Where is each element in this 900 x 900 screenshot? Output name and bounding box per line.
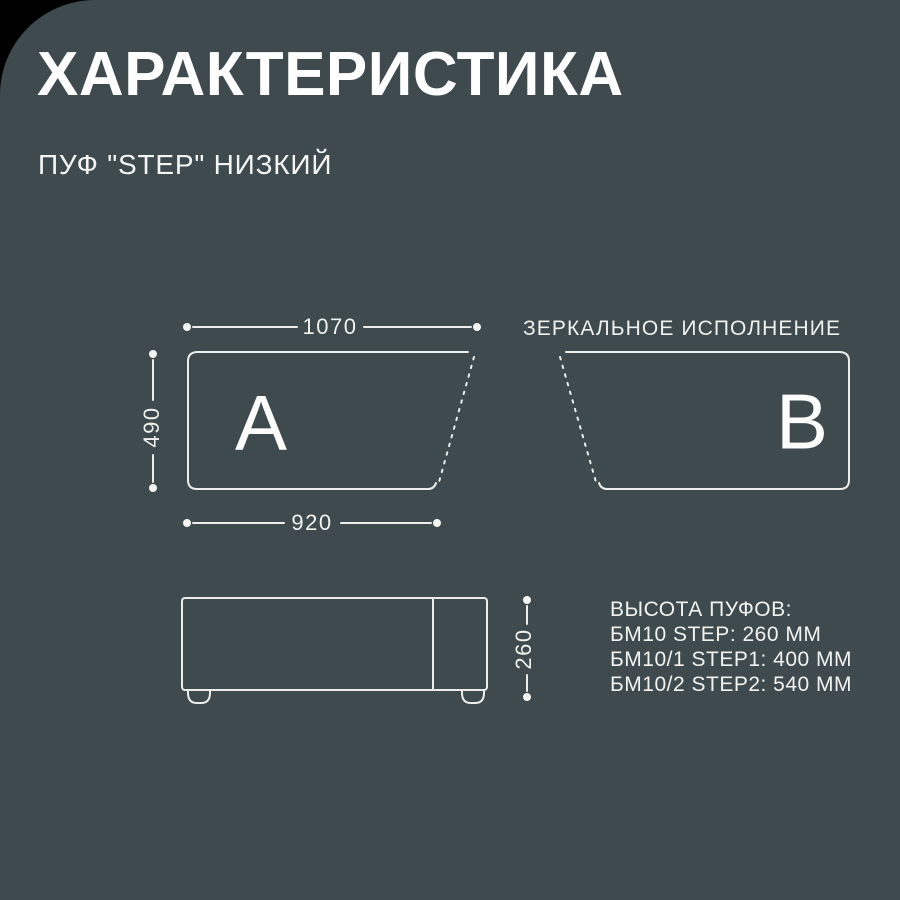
page-title: ХАРАКТЕРИСТИКА: [37, 40, 624, 109]
heights-item-3: БМ10/2 STEP2: 540 ММ: [610, 673, 853, 696]
dim-width-bottom-label: 920: [288, 510, 335, 536]
shape-a-dashed-edge: [439, 357, 474, 482]
dim-depth-left-label: 490: [139, 403, 165, 450]
side-view-drawing: [182, 598, 487, 703]
heights-title: ВЫСОТА ПУФОВ:: [610, 598, 792, 621]
shape-a-outline: [188, 352, 474, 489]
dim-width-top-label: 1070: [300, 314, 361, 340]
mirror-version-heading: ЗЕРКАЛЬНОЕ ИСПОЛНЕНИЕ: [523, 317, 842, 340]
shape-b-dashed-edge: [560, 357, 596, 482]
dim-height-label: 260: [511, 625, 537, 672]
side-view-foot-right: [462, 690, 484, 703]
variant-a-label: A: [234, 378, 288, 467]
heights-item-2: БМ10/1 STEP1: 400 ММ: [610, 648, 853, 671]
variant-b-label: B: [775, 377, 829, 466]
side-view-foot-left: [188, 690, 210, 703]
heights-item-1: БМ10 STEP: 260 ММ: [610, 623, 822, 646]
heights-block: [610, 597, 852, 697]
product-subtitle: ПУФ "STEP" НИЗКИЙ: [38, 149, 333, 180]
